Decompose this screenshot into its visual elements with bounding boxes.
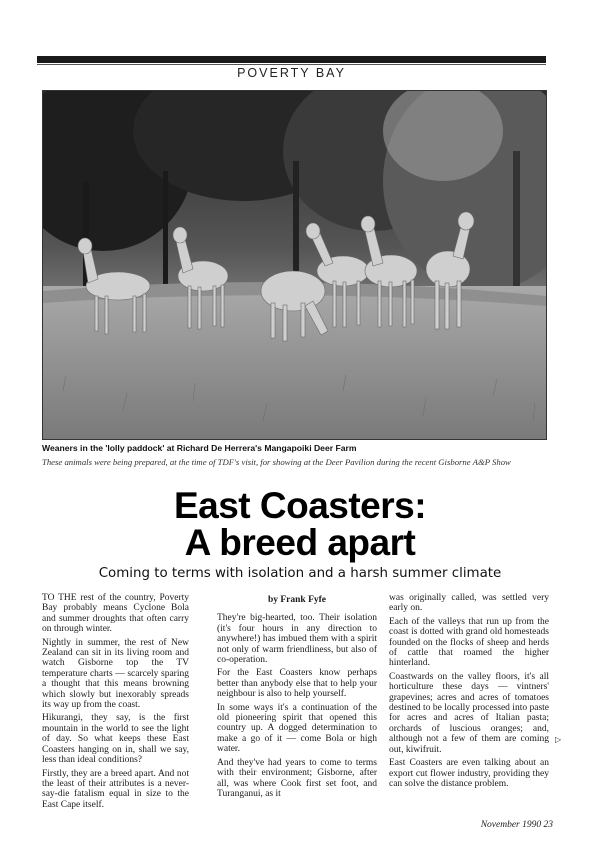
paragraph: TO THE rest of the country, Poverty Bay probably means Cyclone Bola and summer droughts that often carry on through winter. bbox=[42, 593, 189, 635]
paragraph: Coastwards on the valley floors, it's all horticulture these days — vintners' grapevines; acres and acres of tomatoes destined to be locally processed into paste for acres and acres of Italian pasta; orchards of luscious oranges; and, although not a few of them are coming out, kiwifruit. bbox=[389, 671, 549, 755]
article-headline bbox=[40, 487, 560, 561]
paragraph: Hikurangi, they say, is the first mountain in the world to see the light of day. So what keeps these East Coasters hanging on in, shall we say, less than ideal conditions? bbox=[42, 713, 189, 766]
section-heading: POVERTY BAY bbox=[237, 66, 346, 80]
deer-herd-photo bbox=[42, 90, 547, 440]
byline: by Frank Fyfe bbox=[267, 595, 327, 605]
paragraph: They're big-hearted, too. Their isolation (it's four hours in any direction to anywhere!) has imbued them with a spirit not only of warm friendliness, but also of co-operation. bbox=[217, 613, 377, 666]
paragraph: For the East Coasters know perhaps better than anybody else that to help your neighbour is also to help yourself. bbox=[217, 668, 377, 700]
header-rule-thin bbox=[37, 64, 546, 65]
continue-arrow-icon: ▷ bbox=[555, 735, 562, 744]
paragraph: Each of the valleys that run up from the coast is dotted with grand old homesteads founded on the flocks of sheep and herds of cattle that roamed the higher hinterland. bbox=[389, 616, 549, 669]
paragraph: In some ways it's a continuation of the old pioneering spirit that opened this country up. A dogged determination to make a go of it — come Bola or high water. bbox=[217, 702, 377, 755]
deer-photo-illustration bbox=[43, 91, 546, 439]
photo-caption-detail: These animals were being prepared, at the time of TDF's visit, for showing at the Deer Pavilion during the recent Gisborne A&P Show bbox=[42, 457, 511, 467]
paragraph: East Coasters are even talking about an export cut flower industry, providing they can solve the distance problem. bbox=[389, 758, 549, 789]
paragraph: And they've had years to come to terms with their environment; Gisborne, after all, was where Cook first set foot, and Turanganui, as it bbox=[217, 757, 377, 799]
paragraph: was originally called, was settled very early on. bbox=[389, 593, 549, 614]
paragraph: Nightly in summer, the rest of New Zealand can sit in its living room and watch Gisborne top the TV temperature charts — scarcely sparing a thought that this means browning which slowly but inexorably spreads its way up from the coast. bbox=[42, 637, 189, 711]
paragraph: Firstly, they are a breed apart. And not the least of their attributes is a never-say-die fatalism equal in size to the East Cape itself. bbox=[42, 768, 189, 810]
page-folio: November 1990 23 bbox=[480, 820, 553, 830]
article-column-2 bbox=[217, 593, 377, 802]
headline-line-1: East Coasters: bbox=[173, 485, 427, 526]
photo-caption: Weaners in the 'lolly paddock' at Richard De Herrera's Mangapoiki Deer Farm bbox=[42, 443, 357, 453]
article-subheadline: Coming to terms with isolation and a harsh summer climate bbox=[98, 566, 502, 581]
article-column-1 bbox=[42, 593, 189, 813]
article-column-3 bbox=[389, 593, 549, 792]
headline-line-2: A breed apart bbox=[184, 522, 416, 563]
header-rule bbox=[37, 56, 546, 63]
